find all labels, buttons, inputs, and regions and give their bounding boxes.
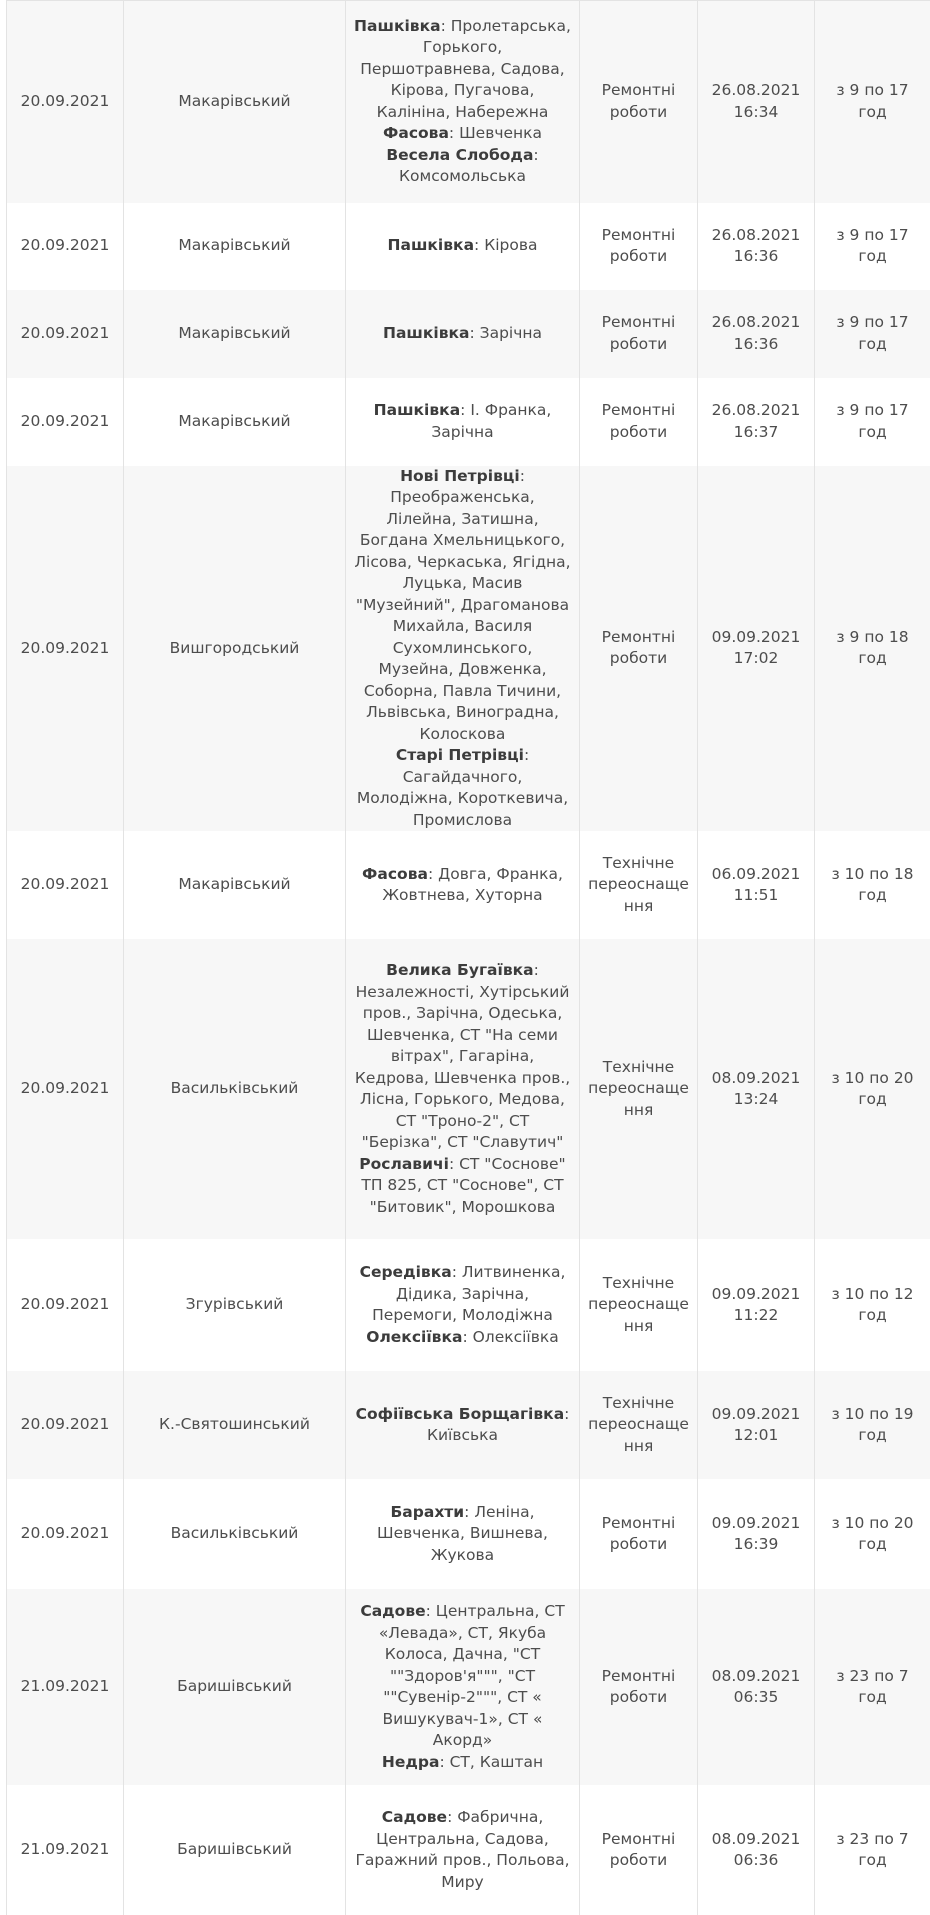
created-datetime: 26.08.2021 16:37 [698, 378, 815, 466]
separator: : [441, 17, 451, 35]
address-entry [354, 16, 571, 124]
created-datetime: 09.09.2021 12:01 [698, 1371, 815, 1479]
street-list: Центральна, СТ «Левада», СТ, Якуба Колоса, Дачна, "СТ ""Здоров'я""", "СТ ""Сувенір-2""", СТ « Вишукувач-1», СТ « Акорд» [379, 1602, 565, 1749]
street-list: Київська [427, 1426, 498, 1444]
outage-reason: Ремонтні роботи [580, 1589, 698, 1785]
separator: : [464, 1503, 474, 1521]
settlement-name: Середівка [360, 1263, 452, 1281]
table-row [7, 1371, 930, 1479]
addresses-cell [346, 378, 580, 466]
address-entry [354, 1262, 571, 1327]
street-list: Олексіївка [473, 1328, 559, 1346]
table-row [7, 466, 930, 832]
outage-date: 20.09.2021 [7, 1371, 124, 1479]
addresses-cell [346, 1239, 580, 1371]
created-datetime: 09.09.2021 17:02 [698, 466, 815, 832]
settlement-name: Нові Петрівці [400, 467, 520, 485]
created-datetime: 09.09.2021 16:39 [698, 1479, 815, 1589]
table-row [7, 1785, 930, 1915]
outage-time: з 9 по 17 год [815, 1, 930, 203]
outage-date: 20.09.2021 [7, 1479, 124, 1589]
table-row [7, 939, 930, 1239]
table-row [7, 1589, 930, 1785]
district-name: Згурівський [124, 1239, 346, 1371]
address-entry [354, 1154, 571, 1219]
outage-date: 20.09.2021 [7, 378, 124, 466]
street-list: Комсомольська [399, 167, 526, 185]
outage-reason: Ремонтні роботи [580, 1479, 698, 1589]
table-row [7, 1, 930, 203]
address-entry [354, 235, 571, 257]
addresses-cell [346, 1, 580, 203]
outage-reason: Технічне переоснащення [580, 939, 698, 1239]
addresses-cell [346, 466, 580, 832]
outage-time: з 9 по 17 год [815, 378, 930, 466]
separator: : [447, 1808, 457, 1826]
separator: : [469, 324, 479, 342]
outage-reason: Ремонтні роботи [580, 1, 698, 203]
settlement-name: Пашківка [354, 17, 441, 35]
separator: : [460, 401, 470, 419]
table-row [7, 378, 930, 466]
outage-time: з 9 по 17 год [815, 290, 930, 378]
address-entry [354, 1502, 571, 1567]
address-entry [354, 745, 571, 831]
separator: : [462, 1328, 472, 1346]
outage-time: з 10 по 20 год [815, 1479, 930, 1589]
district-name: Васильківський [124, 939, 346, 1239]
separator: : [428, 865, 438, 883]
created-datetime: 08.09.2021 06:36 [698, 1785, 815, 1915]
outage-date: 21.09.2021 [7, 1589, 124, 1785]
settlement-name: Садове [360, 1602, 425, 1620]
address-entry [354, 1752, 571, 1774]
created-datetime: 26.08.2021 16:34 [698, 1, 815, 203]
outage-reason: Технічне переоснащення [580, 1239, 698, 1371]
created-datetime: 09.09.2021 11:22 [698, 1239, 815, 1371]
street-list: СТ, Каштан [450, 1753, 544, 1771]
street-list: Незалежності, Хутірський пров., Зарічна, Одеська, Шевченка, СТ "На семи вітрах", Гагаріна, Кедрова, Шевченка пров., Лісна, Горького, Медова, СТ "Троно-2", СТ "Берізка", СТ "Славутич" [355, 983, 570, 1152]
address-entry [354, 323, 571, 345]
street-list: Преображенська, Лілейна, Затишна, Богдана Хмельницького, Лісова, Черкаська, Ягідна, Луцька, Масив "Музейний", Драгоманова Михайла, Василя Сухомлинського, Музейна, Довженка, Соборна, Павла Тичини, Львівська, Виноградна, Колоскова [354, 488, 570, 743]
settlement-name: Пашківка [374, 401, 461, 419]
street-list: І. Франка, Зарічна [431, 401, 551, 441]
district-name: К.-Святошинський [124, 1371, 346, 1479]
outage-date: 21.09.2021 [7, 1785, 124, 1915]
district-name: Макарівський [124, 290, 346, 378]
street-list: Леніна, Шевченка, Вишнева, Жукова [377, 1503, 548, 1564]
separator: : [520, 467, 525, 485]
created-datetime: 08.09.2021 13:24 [698, 939, 815, 1239]
street-list: Зарічна [480, 324, 542, 342]
outage-date: 20.09.2021 [7, 466, 124, 832]
table-row [7, 831, 930, 939]
table-row [7, 1479, 930, 1589]
addresses-cell [346, 831, 580, 939]
district-name: Баришівський [124, 1785, 346, 1915]
addresses-cell [346, 1371, 580, 1479]
district-name: Васильківський [124, 1479, 346, 1589]
addresses-cell [346, 290, 580, 378]
outage-time: з 9 по 18 год [815, 466, 930, 832]
street-list: Шевченка [459, 124, 542, 142]
created-datetime: 08.09.2021 06:35 [698, 1589, 815, 1785]
settlement-name: Садове [382, 1808, 447, 1826]
separator: : [452, 1263, 462, 1281]
address-entry [354, 123, 571, 145]
settlement-name: Велика Бугаївка [386, 961, 534, 979]
outage-reason: Ремонтні роботи [580, 1785, 698, 1915]
outage-reason: Ремонтні роботи [580, 203, 698, 290]
settlement-name: Старі Петрівці [396, 746, 524, 764]
settlement-name: Барахти [390, 1503, 464, 1521]
address-entry [354, 1807, 571, 1893]
settlement-name: Пашківка [383, 324, 470, 342]
settlement-name: Софіївська Борщагівка [356, 1405, 565, 1423]
separator: : [534, 961, 539, 979]
addresses-cell [346, 1589, 580, 1785]
district-name: Вишгородський [124, 466, 346, 832]
street-list: Пролетарська, Горького, Першотравнева, Садова, Кірова, Пугачова, Калініна, Набережна [360, 17, 571, 121]
street-list: Кірова [484, 236, 537, 254]
settlement-name: Фасова [362, 865, 428, 883]
settlement-name: Пашківка [388, 236, 475, 254]
created-datetime: 26.08.2021 16:36 [698, 290, 815, 378]
outage-time: з 9 по 17 год [815, 203, 930, 290]
table-row [7, 290, 930, 378]
settlement-name: Весела Слобода [386, 146, 533, 164]
addresses-cell [346, 1785, 580, 1915]
table-row [7, 1239, 930, 1371]
outage-time: з 10 по 19 год [815, 1371, 930, 1479]
address-entry [354, 960, 571, 1154]
separator: : [426, 1602, 436, 1620]
separator: : [439, 1753, 449, 1771]
outage-reason: Технічне переоснащення [580, 831, 698, 939]
created-datetime: 06.09.2021 11:51 [698, 831, 815, 939]
settlement-name: Фасова [383, 124, 449, 142]
outage-date: 20.09.2021 [7, 1239, 124, 1371]
separator: : [524, 746, 529, 764]
table-body [7, 1, 930, 1915]
outage-date: 20.09.2021 [7, 1, 124, 203]
district-name: Макарівський [124, 1, 346, 203]
outage-date: 20.09.2021 [7, 939, 124, 1239]
street-list: Фабрична, Центральна, Садова, Гаражний пров., Польова, Миру [355, 1808, 569, 1891]
outage-date: 20.09.2021 [7, 203, 124, 290]
outage-time: з 23 по 7 год [815, 1785, 930, 1915]
outage-schedule-table [6, 0, 930, 1915]
outage-reason: Технічне переоснащення [580, 1371, 698, 1479]
settlement-name: Рославичі [359, 1155, 449, 1173]
table-row [7, 203, 930, 290]
outage-time: з 23 по 7 год [815, 1589, 930, 1785]
street-list: Литвиненка, Дідика, Зарічна, Перемоги, Молодіжна [372, 1263, 565, 1324]
settlement-name: Недра [382, 1753, 440, 1771]
settlement-name: Олексіївка [366, 1328, 462, 1346]
address-entry [354, 466, 571, 746]
separator: : [449, 1155, 459, 1173]
address-entry [354, 864, 571, 907]
addresses-cell [346, 1479, 580, 1589]
outage-reason: Ремонтні роботи [580, 378, 698, 466]
separator: : [449, 124, 459, 142]
outage-date: 20.09.2021 [7, 290, 124, 378]
district-name: Макарівський [124, 831, 346, 939]
address-entry [354, 400, 571, 443]
street-list: Сагайдачного, Молодіжна, Короткевича, Промислова [357, 768, 568, 829]
outage-reason: Ремонтні роботи [580, 290, 698, 378]
address-entry [354, 1601, 571, 1752]
address-entry [354, 145, 571, 188]
created-datetime: 26.08.2021 16:36 [698, 203, 815, 290]
outage-time: з 10 по 20 год [815, 939, 930, 1239]
district-name: Макарівський [124, 203, 346, 290]
outage-date: 20.09.2021 [7, 831, 124, 939]
addresses-cell [346, 203, 580, 290]
separator: : [533, 146, 538, 164]
street-list: Довга, Франка, Жовтнева, Хуторна [382, 865, 563, 905]
outage-time: з 10 по 18 год [815, 831, 930, 939]
address-entry [354, 1404, 571, 1447]
separator: : [474, 236, 484, 254]
district-name: Макарівський [124, 378, 346, 466]
outage-time: з 10 по 12 год [815, 1239, 930, 1371]
outage-reason: Ремонтні роботи [580, 466, 698, 832]
addresses-cell [346, 939, 580, 1239]
address-entry [354, 1327, 571, 1349]
separator: : [564, 1405, 569, 1423]
district-name: Баришівський [124, 1589, 346, 1785]
street-list: СТ "Соснове" ТП 825, СТ "Соснове", СТ "Битовик", Морошкова [361, 1155, 565, 1216]
